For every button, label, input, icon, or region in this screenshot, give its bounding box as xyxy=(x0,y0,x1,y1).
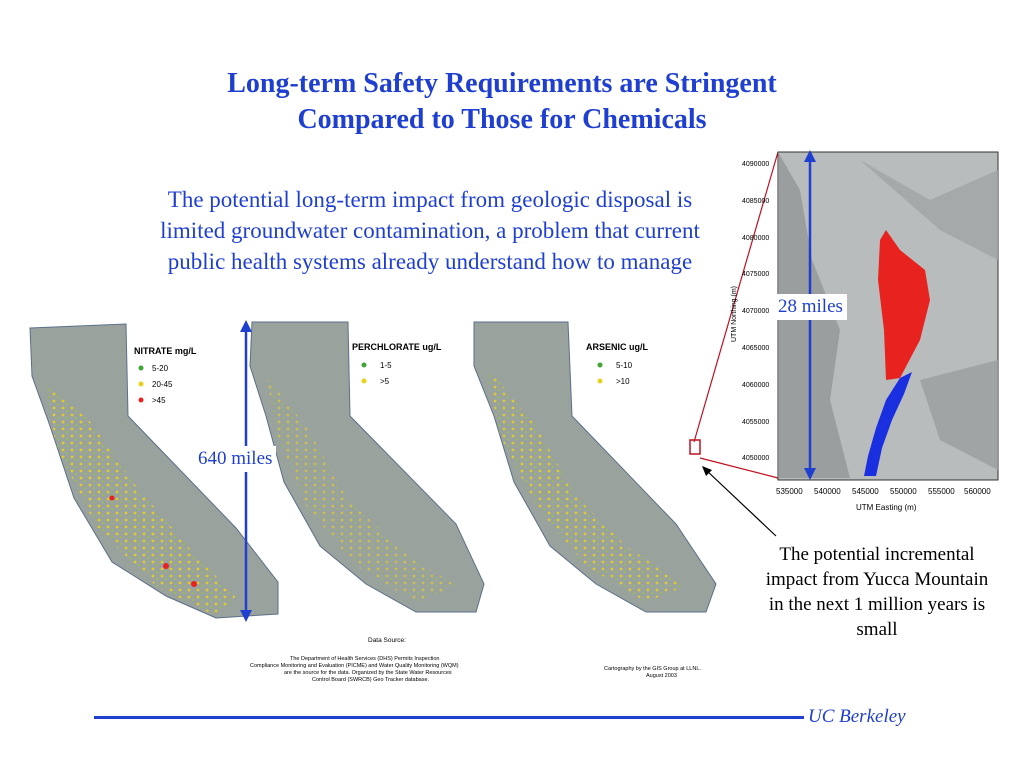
data-source-title: Data Source: xyxy=(368,637,406,644)
x-tick: 555000 xyxy=(928,487,955,496)
arsenic-legend-title: ARSENIC ug/L xyxy=(586,342,648,352)
y-tick: 4060000 xyxy=(742,382,770,389)
x-tick: 545000 xyxy=(852,487,879,496)
x-tick: 535000 xyxy=(776,487,803,496)
y-tick: 4055000 xyxy=(742,419,770,426)
perchlorate-legend-title: PERCHLORATE ug/L xyxy=(352,342,442,352)
legend-label: 5-20 xyxy=(152,364,169,373)
x-tick: 540000 xyxy=(814,487,841,496)
inset-y-ticks xyxy=(742,161,769,462)
footer-rule xyxy=(94,716,804,719)
title-line-1: Long-term Safety Requirements are Stringent xyxy=(227,68,777,99)
yucca-distance-label: 28 miles xyxy=(774,294,847,320)
legend-label: >10 xyxy=(616,377,630,386)
legend-label: 1-5 xyxy=(380,361,392,370)
yucca-location-box xyxy=(690,440,700,454)
inset-y-label: UTM Northing (m) xyxy=(731,285,738,342)
data-source-line: Control Board (SWRCB) Geo Tracker database. xyxy=(312,677,430,683)
legend-label: 20-45 xyxy=(152,380,173,389)
yucca-caption: The potential incremental impact from Yucca Mountain in the next 1 million years is small xyxy=(765,544,989,640)
data-source-line: The Department of Health Services (DHS) Permits Inspection xyxy=(290,656,440,662)
y-tick: 4075000 xyxy=(742,271,770,278)
legend-label: 5-10 xyxy=(616,361,633,370)
legend-label: >5 xyxy=(380,377,390,386)
caption-pointer-line xyxy=(706,470,776,536)
y-tick: 4090000 xyxy=(742,161,770,168)
x-tick: 550000 xyxy=(890,487,917,496)
y-tick: 4085000 xyxy=(742,198,770,205)
credit-line: Cartography by the GIS Group at LLNL. xyxy=(604,666,701,672)
y-tick: 4070000 xyxy=(742,308,770,315)
credit-line: August 2003 xyxy=(646,673,677,679)
y-tick: 4050000 xyxy=(742,455,770,462)
intro-text: The potential long-term impact from geologic disposal is limited groundwater contamination, a problem that current public health systems already understand how to manage xyxy=(160,187,700,274)
y-tick: 4080000 xyxy=(742,235,770,242)
inset-x-label: UTM Easting (m) xyxy=(856,503,917,512)
legend-label: >45 xyxy=(152,396,166,405)
data-source-line: are the source for the data. Organized by the State Water Resources xyxy=(284,670,452,676)
y-tick: 4065000 xyxy=(742,345,770,352)
data-source-line: Compliance Monitoring and Evaluation (PICME) and Water Quality Monitoring (WQM) xyxy=(250,663,459,669)
nitrate-legend-title: NITRATE mg/L xyxy=(134,346,197,356)
california-distance-label: 640 miles xyxy=(194,446,276,472)
x-tick: 560000 xyxy=(964,487,991,496)
title-line-2: Compared to Those for Chemicals xyxy=(297,104,707,135)
inset-x-ticks xyxy=(776,487,991,496)
footer-text: UC Berkeley xyxy=(808,706,906,727)
